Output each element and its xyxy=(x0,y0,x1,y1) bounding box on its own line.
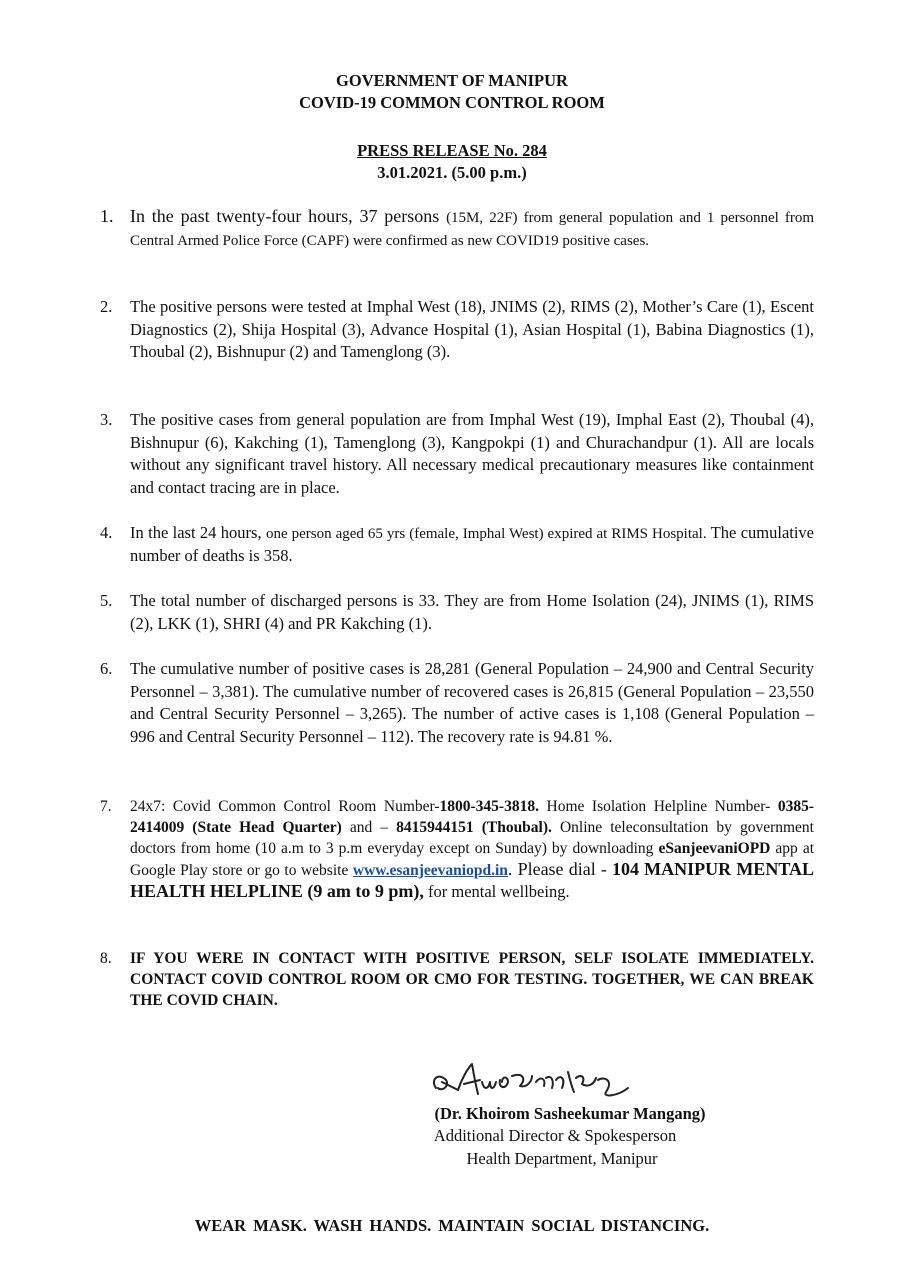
item-text: Online teleconsultation by government doctors from home (10 a.m to 3 p.m everyday except on Sunday) by downloading xyxy=(130,819,814,857)
signatory-title: Additional Director & Spokesperson xyxy=(433,1126,677,1145)
item-number: 7. xyxy=(100,798,112,815)
list-item xyxy=(100,948,814,1011)
header-government: GOVERNMENT OF MANIPUR xyxy=(336,71,568,90)
item-number: 4. xyxy=(100,523,113,542)
item-number: 2. xyxy=(100,297,113,316)
website-link[interactable]: www.esanjeevaniopd.in xyxy=(352,862,508,879)
item-text: 24x7: Covid Common Control Room Number- xyxy=(130,798,440,815)
signature-icon xyxy=(428,1058,658,1104)
list-item xyxy=(100,590,814,635)
item-number: 6. xyxy=(100,659,113,678)
press-release-number: PRESS RELEASE No. 284 xyxy=(357,141,547,160)
item-text: The cumulative number of positive cases is 28,281 (General Population – 24,900 and Central Security Personnel – 3,381). The cumulative number of recovered cases is 26,815 (General Population – 23,550 and Central Security Personnel – 3,265). The number of active cases is 1,108 (General Population – 996 and Central Security Personnel – 112). The recovery rate is 94.81 %. xyxy=(130,659,814,746)
list-item xyxy=(100,205,814,252)
item-text: The cumulative number of deaths is 358. xyxy=(130,523,815,565)
item-number: 3. xyxy=(100,410,113,429)
item-text: In the last 24 hours, xyxy=(130,523,266,542)
list-item xyxy=(100,522,814,568)
list-item xyxy=(100,658,814,748)
item-text: . Please dial - xyxy=(507,859,613,879)
press-release-date: 3.01.2021. (5.00 p.m.) xyxy=(377,163,527,182)
item-text: one person aged 65 yrs (female, Imphal West) expired at RIMS Hospital. xyxy=(265,526,707,542)
footer-slogan: WEAR MASK. WASH HANDS. MAINTAIN SOCIAL DISTANCING. xyxy=(194,1216,710,1235)
item-text: (15M, 22F) from general population and 1 personnel from Central Armed Police Force (CAPF) were confirmed as new COVID19 positive cases. xyxy=(130,210,814,249)
list-item xyxy=(100,296,814,364)
item-number: 5. xyxy=(100,591,113,610)
item-text: The total number of discharged persons is 33. They are from Home Isolation (24), JNIMS (1), RIMS (2), LKK (1), SHRI (4) and PR Kakching (1). xyxy=(130,591,814,633)
list-item xyxy=(100,796,814,903)
signatory-department: Health Department, Manipur xyxy=(466,1149,658,1168)
item-number: 8. xyxy=(100,950,112,967)
item-text: The positive persons were tested at Imphal West (18), JNIMS (2), RIMS (2), Mother’s Care (1), Escent Diagnostics (2), Shija Hospital (3), Advance Hospital (1), Asian Hospital (1), Babina Diagnostics (1), Thoubal (2), Bishnupur (2) and Tamenglong (3). xyxy=(130,297,814,361)
item-text: IF YOU WERE IN CONTACT WITH POSITIVE PERSON, SELF ISOLATE IMMEDIATELY. CONTACT COVID CONTROL ROOM OR CMO FOR TESTING. TOGETHER, WE CAN BREAK THE COVID CHAIN. xyxy=(130,950,814,1009)
helpline-number-hq: 0385-2414009 (State Head Quarter) xyxy=(130,798,814,836)
item-text: app at Google Play store or go to website xyxy=(130,840,815,879)
item-text: The positive cases from general population are from Imphal West (19), Imphal East (2), Thoubal (4), Bishnupur (6), Kakching (1), Tamenglong (3), Kangpokpi (1) and Churachandpur (1). All are locals without any significant travel history. All necessary medical precautionary measures like containment and contact tracing are in place. xyxy=(130,410,814,497)
item-number: 1. xyxy=(100,206,114,226)
list-item xyxy=(100,409,814,499)
item-text: and – xyxy=(341,819,397,836)
item-text: In the past twenty-four hours, 37 persons xyxy=(130,206,447,226)
helpline-number-thoubal: 8415944151 (Thoubal). xyxy=(396,819,552,836)
item-text: Home Isolation Helpline Number- xyxy=(538,798,778,815)
header-control-room: COVID-19 COMMON CONTROL ROOM xyxy=(299,93,605,112)
item-text: for mental wellbeing. xyxy=(423,882,570,901)
app-name: eSanjeevaniOPD xyxy=(658,840,771,857)
control-room-number: 1800-345-3818. xyxy=(439,798,539,815)
signatory-name: (Dr. Khoirom Sasheekumar Mangang) xyxy=(434,1104,706,1123)
mental-health-helpline: 104 MANIPUR MENTAL HEALTH HELPLINE (9 am to 9 pm), xyxy=(130,859,814,901)
